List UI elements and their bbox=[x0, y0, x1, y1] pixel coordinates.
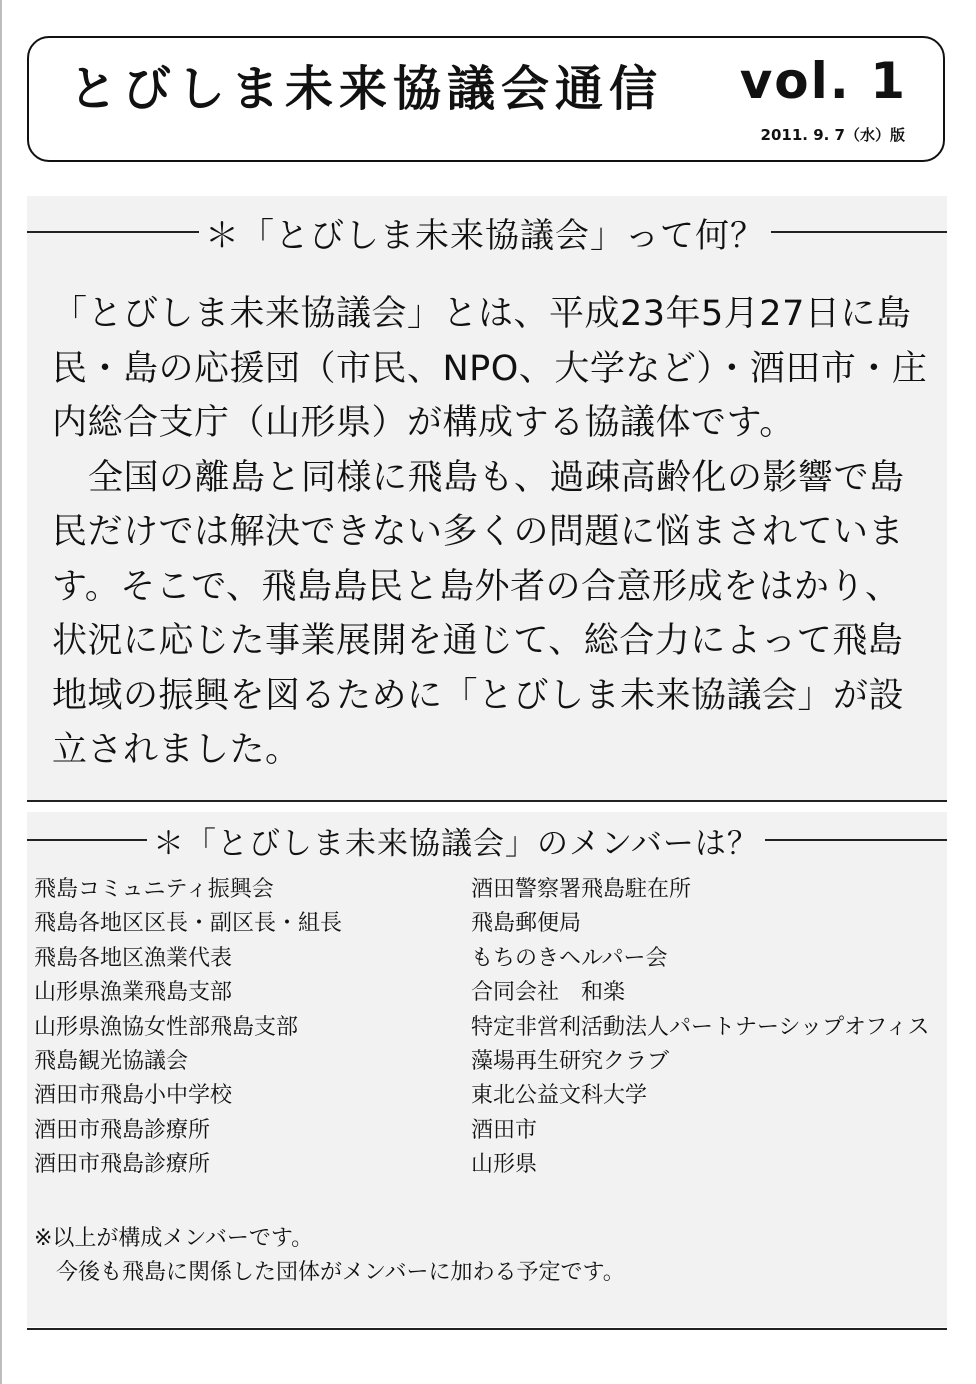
newsletter-header bbox=[27, 36, 945, 162]
section-divider bbox=[27, 800, 947, 802]
volume-number: vol. 1 bbox=[739, 52, 907, 110]
issue-date: 2011. 9. 7（水）版 bbox=[760, 126, 905, 144]
list-item: 合同会社 和楽 bbox=[471, 980, 626, 1006]
members-heading: ＊「とびしま未来協議会」のメンバーは？ bbox=[153, 825, 759, 862]
page-edge bbox=[0, 0, 2, 1384]
list-item: 酒田市飛島小中学校 bbox=[34, 1083, 233, 1109]
list-item: 飛島各地区区長・副区長・組長 bbox=[34, 911, 343, 937]
list-item: 山形県漁協女性部飛島支部 bbox=[34, 1014, 299, 1040]
members-note bbox=[34, 1222, 625, 1290]
newsletter-title: とびしま未来協議会通信 bbox=[69, 61, 664, 117]
note-line-1: ※以上が構成メンバーです。 bbox=[34, 1226, 314, 1251]
members-list-right bbox=[471, 873, 929, 1183]
heading-rule-left bbox=[27, 231, 199, 233]
list-item: 特定非営利活動法人パートナーシップオフィス bbox=[471, 1014, 930, 1040]
about-heading: ＊「とびしま未来協議会」って何？ bbox=[205, 215, 765, 256]
list-item: 酒田市飛島診療所 bbox=[34, 1152, 211, 1178]
about-body bbox=[52, 287, 932, 778]
list-item: 飛島観光協議会 bbox=[34, 1049, 189, 1075]
about-paragraph-1: 「とびしま未来協議会」とは、平成23年5月27日に島民・島の応援団（市民、NPO、大学など）・酒田市・庄内総合支庁（山形県）が構成する協議体です。 bbox=[52, 294, 928, 443]
list-item: 酒田警察署飛島駐在所 bbox=[471, 877, 692, 902]
about-heading-row bbox=[27, 207, 947, 257]
heading-rule-left bbox=[27, 839, 147, 841]
list-item: 山形県漁業飛島支部 bbox=[34, 980, 233, 1006]
note-line-2: 今後も飛島に関係した団体がメンバーに加わる予定です。 bbox=[56, 1260, 625, 1285]
about-paragraph-2: 全国の離島と同様に飛島も、過疎高齢化の影響で島民だけでは解決できない多くの問題に悩まされています。そこで、飛島島民と島外者の合意形成をはかり、状況に応じた事業展開を通じて、総合力によって飛島地域の振興を図るために「とびしま未来協議会」が設立されました。 bbox=[52, 457, 905, 770]
list-item: 山形県 bbox=[471, 1152, 538, 1178]
members-heading-row bbox=[27, 818, 947, 862]
list-item: 飛島各地区漁業代表 bbox=[34, 945, 233, 971]
list-item: 飛島郵便局 bbox=[471, 911, 582, 937]
heading-rule-right bbox=[771, 231, 947, 233]
list-item: もちのきヘルパー会 bbox=[471, 945, 668, 971]
members-list-left bbox=[34, 873, 342, 1183]
bottom-rule bbox=[27, 1328, 947, 1330]
list-item: 藻場再生研究クラブ bbox=[471, 1049, 670, 1075]
list-item: 酒田市飛島診療所 bbox=[34, 1117, 211, 1143]
heading-rule-right bbox=[765, 839, 947, 841]
list-item: 東北公益文科大学 bbox=[471, 1083, 648, 1109]
list-item: 酒田市 bbox=[471, 1117, 538, 1143]
list-item: 飛島コミュニティ振興会 bbox=[34, 877, 274, 902]
